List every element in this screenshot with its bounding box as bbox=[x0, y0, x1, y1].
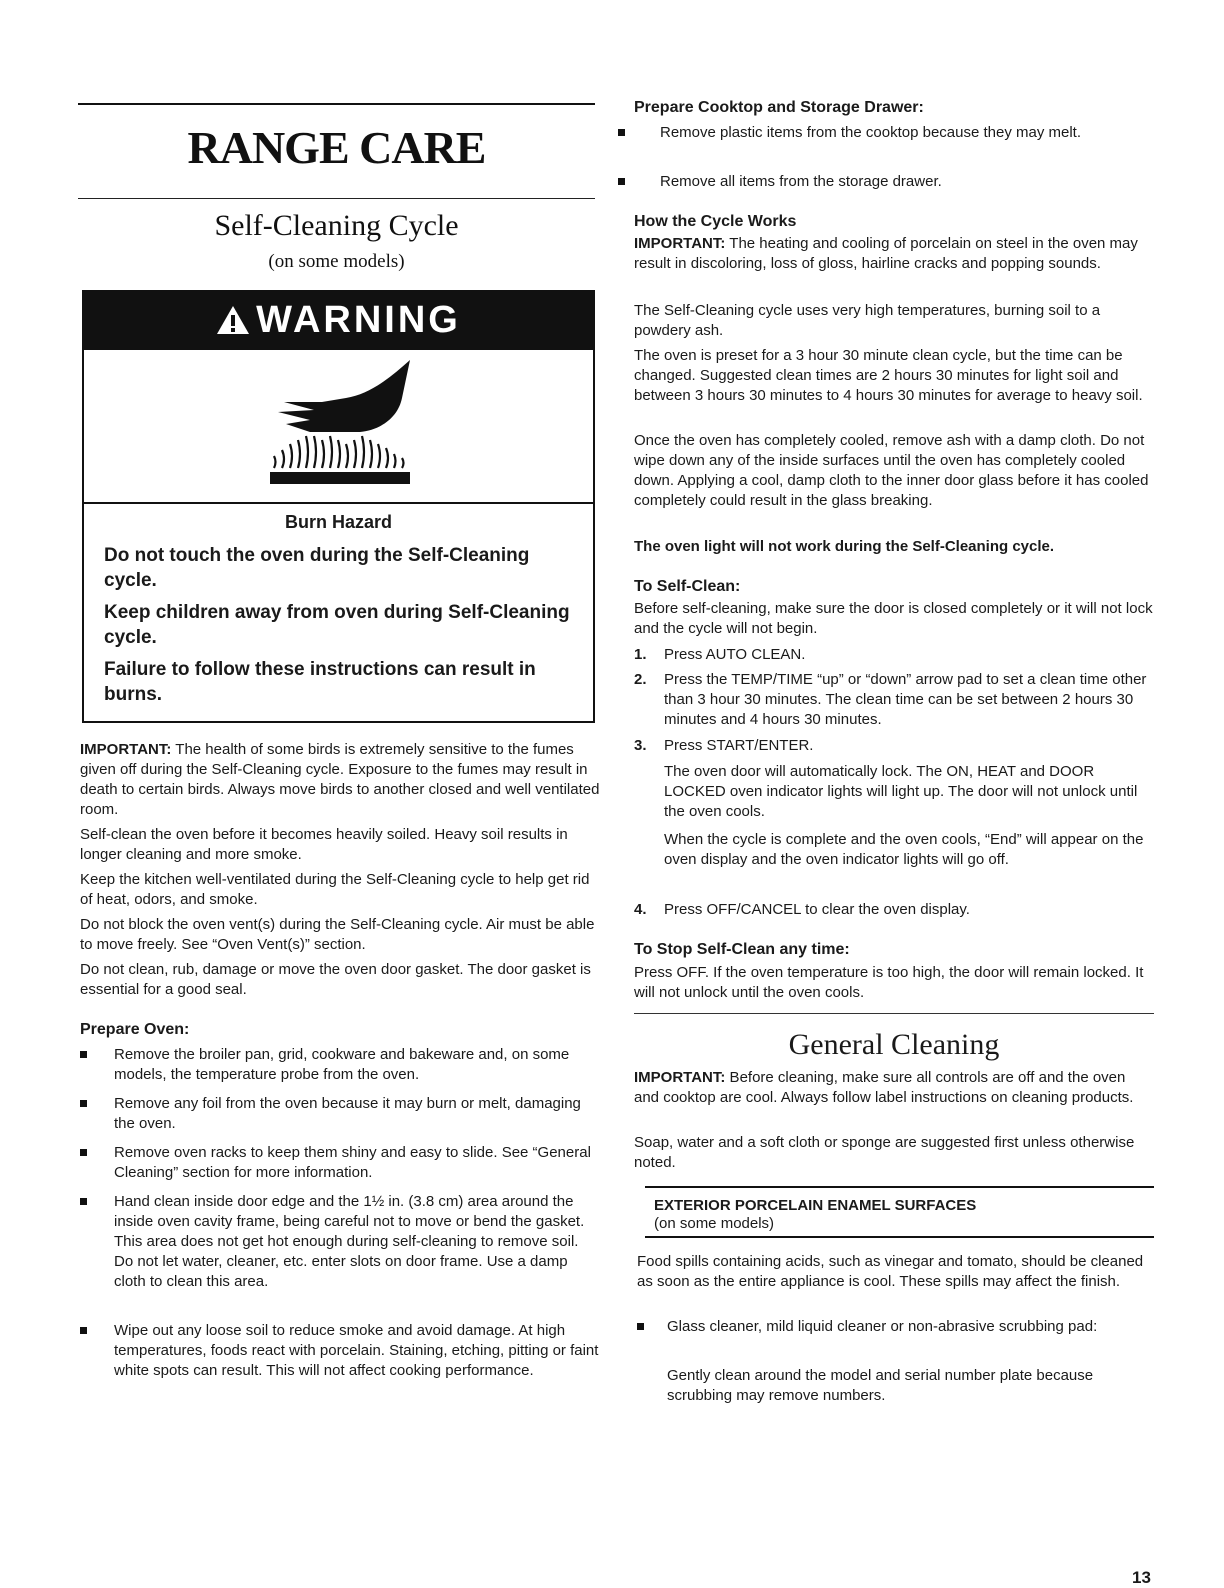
general-cleaning-rule bbox=[634, 1013, 1154, 1014]
bullet-icon bbox=[618, 178, 625, 185]
bullet-icon bbox=[80, 1051, 87, 1058]
bullet-icon bbox=[80, 1149, 87, 1156]
page-number: 13 bbox=[1132, 1568, 1151, 1587]
important-text: The health of some birds is extremely sensitive to the fumes given off during the Self-Cleaning cycle. Exposure to the fumes may result in death to certain birds. Always move birds to another closed and well ventilated room. bbox=[80, 741, 600, 818]
warning-banner-text: WARNING bbox=[256, 298, 461, 341]
paragraph: Do not clean, rub, damage or move the oven door gasket. The door gasket is essential for a good seal. bbox=[80, 961, 591, 998]
how-important-note: IMPORTANT: The heating and cooling of porcelain on steel in the oven may result in discoloring, loss of gloss, hairline cracks and popping sounds. bbox=[634, 235, 1138, 272]
exterior-bullet-note: Gently clean around the model and serial number plate because scrubbing may remove numbers. bbox=[667, 1367, 1094, 1404]
warning-divider bbox=[82, 502, 595, 504]
list-item: Remove oven racks to keep them shiny and easy to slide. See “General Cleaning” section for more information. bbox=[80, 1143, 600, 1183]
list-item: Glass cleaner, mild liquid cleaner or non-abrasive scrubbing pad: bbox=[637, 1317, 1157, 1357]
step-item: 1. Press AUTO CLEAN. bbox=[634, 646, 806, 663]
gc-important-note: IMPORTANT: Before cleaning, make sure all controls are off and the oven and cooktop are cool. Always follow label instructions on cleaning products. bbox=[634, 1069, 1134, 1106]
prepare-cooktop-heading: Prepare Cooktop and Storage Drawer: bbox=[634, 99, 924, 116]
step-item: 3. Press START/ENTER. bbox=[634, 737, 814, 754]
warning-line: Do not touch the oven during the Self-Cleaning cycle. bbox=[104, 545, 530, 591]
step-note: When the cycle is complete and the oven cools, “End” will appear on the oven display and the oven indicator lights will go off. bbox=[664, 831, 1144, 868]
warning-triangle-icon bbox=[216, 305, 250, 335]
exterior-heading: EXTERIOR PORCELAIN ENAMEL SURFACES bbox=[654, 1197, 977, 1214]
bullet-icon bbox=[80, 1327, 87, 1334]
title-rule bbox=[78, 103, 595, 105]
paragraph: The Self-Cleaning cycle uses very high temperatures, burning soil to a powdery ash. bbox=[634, 302, 1101, 339]
paragraph: Do not block the oven vent(s) during the Self-Cleaning cycle. Air must be able to move freely. See “Oven Vent(s)” section. bbox=[80, 916, 595, 953]
list-item: Hand clean inside door edge and the 1½ in. (3.8 cm) area around the inside oven cavity frame, being careful not to move or bend the gasket. This area does not get hot enough during self-cleaning to remove soil. Do not let water, cleaner, etc. enter slots on door frame. Use a damp cloth to clean this area. bbox=[80, 1192, 600, 1312]
stop-self-clean-heading: To Stop Self-Clean any time: bbox=[634, 941, 850, 958]
section-title: Self-Cleaning Cycle bbox=[214, 209, 459, 242]
page-title: RANGE CARE bbox=[187, 122, 486, 173]
exterior-paragraph: Food spills containing acids, such as vinegar and tomato, should be cleaned as soon as the entire appliance is cool. These spills may affect the finish. bbox=[637, 1253, 1144, 1290]
warning-line: Keep children away from oven during Self-Cleaning cycle. bbox=[104, 602, 570, 648]
stop-self-clean-text: Press OFF. If the oven temperature is too high, the door will remain locked. It will not unlock until the oven cools. bbox=[634, 964, 1144, 1001]
oven-light-note: The oven light will not work during the Self-Cleaning cycle. bbox=[634, 538, 1055, 555]
exterior-subheading: (on some models) bbox=[654, 1215, 775, 1232]
section-rule bbox=[78, 198, 595, 199]
paragraph: Self-clean the oven before it becomes heavily soiled. Heavy soil results in longer cleaning and more smoke. bbox=[80, 826, 568, 863]
hazard-label: Burn Hazard bbox=[284, 512, 392, 532]
general-cleaning-title: General Cleaning bbox=[788, 1028, 1000, 1061]
important-label: IMPORTANT: bbox=[80, 741, 172, 758]
list-item: Remove any foil from the oven because it may burn or melt, damaging the oven. bbox=[80, 1094, 600, 1134]
prepare-oven-heading: Prepare Oven: bbox=[80, 1021, 190, 1038]
bullet-icon bbox=[637, 1323, 644, 1330]
to-self-clean-intro: Before self-cleaning, make sure the door is closed completely or it will not lock and the cycle will not begin. bbox=[634, 600, 1153, 637]
important-bird-note bbox=[80, 740, 600, 820]
exterior-rule-bottom bbox=[645, 1236, 1154, 1238]
warning-line: Failure to follow these instructions can result in burns. bbox=[104, 659, 536, 705]
section-subtitle: (on some models) bbox=[268, 251, 405, 272]
gc-paragraph: Soap, water and a soft cloth or sponge are suggested first unless otherwise noted. bbox=[634, 1134, 1135, 1171]
bullet-icon bbox=[80, 1100, 87, 1107]
paragraph: Keep the kitchen well-ventilated during the Self-Cleaning cycle to help get rid of heat, odors, and smoke. bbox=[80, 871, 590, 908]
paragraph: The oven is preset for a 3 hour 30 minute clean cycle, but the time can be changed. Suggested clean times are 2 hours 30 minutes for light soil and between 3 hours 30 minutes to 4 hours 30 minutes for average to heavy soil. bbox=[634, 347, 1143, 404]
step-item: 2. Press the TEMP/TIME “up” or “down” arrow pad to set a clean time other than 3 hour 30 minutes. The clean time can be set between 2 hours 30 minutes and 4 hours 30 minutes. bbox=[634, 671, 1147, 728]
list-item: Remove the broiler pan, grid, cookware and bakeware and, on some models, the temperature probe from the oven. bbox=[80, 1045, 600, 1085]
bullet-icon bbox=[618, 129, 625, 136]
step-item: 4. Press OFF/CANCEL to clear the oven display. bbox=[634, 901, 970, 918]
how-cycle-works-heading: How the Cycle Works bbox=[634, 213, 797, 230]
warning-banner bbox=[82, 290, 595, 350]
step-note: The oven door will automatically lock. The ON, HEAT and DOOR LOCKED oven indicator lights will light up. The door will not unlock until the oven cools. bbox=[664, 763, 1138, 820]
paragraph: Once the oven has completely cooled, remove ash with a damp cloth. Do not wipe down any of the inside surfaces until the oven has completely cooled down. Applying a cool, damp cloth to the inner door glass before it has cooled completely could result in the glass breaking. bbox=[634, 432, 1149, 509]
list-item: Remove plastic items from the cooktop because they may melt. bbox=[618, 123, 1138, 163]
list-item: Remove all items from the storage drawer. bbox=[618, 172, 1138, 192]
bullet-icon bbox=[80, 1198, 87, 1205]
burn-hazard-hand-icon bbox=[250, 358, 420, 488]
list-item: Wipe out any loose soil to reduce smoke and avoid damage. At high temperatures, foods react with porcelain. Staining, etching, pitting or faint white spots can result. This will not affect cooking performance. bbox=[80, 1321, 600, 1401]
to-self-clean-heading: To Self-Clean: bbox=[634, 578, 741, 595]
exterior-rule-top bbox=[645, 1186, 1154, 1188]
